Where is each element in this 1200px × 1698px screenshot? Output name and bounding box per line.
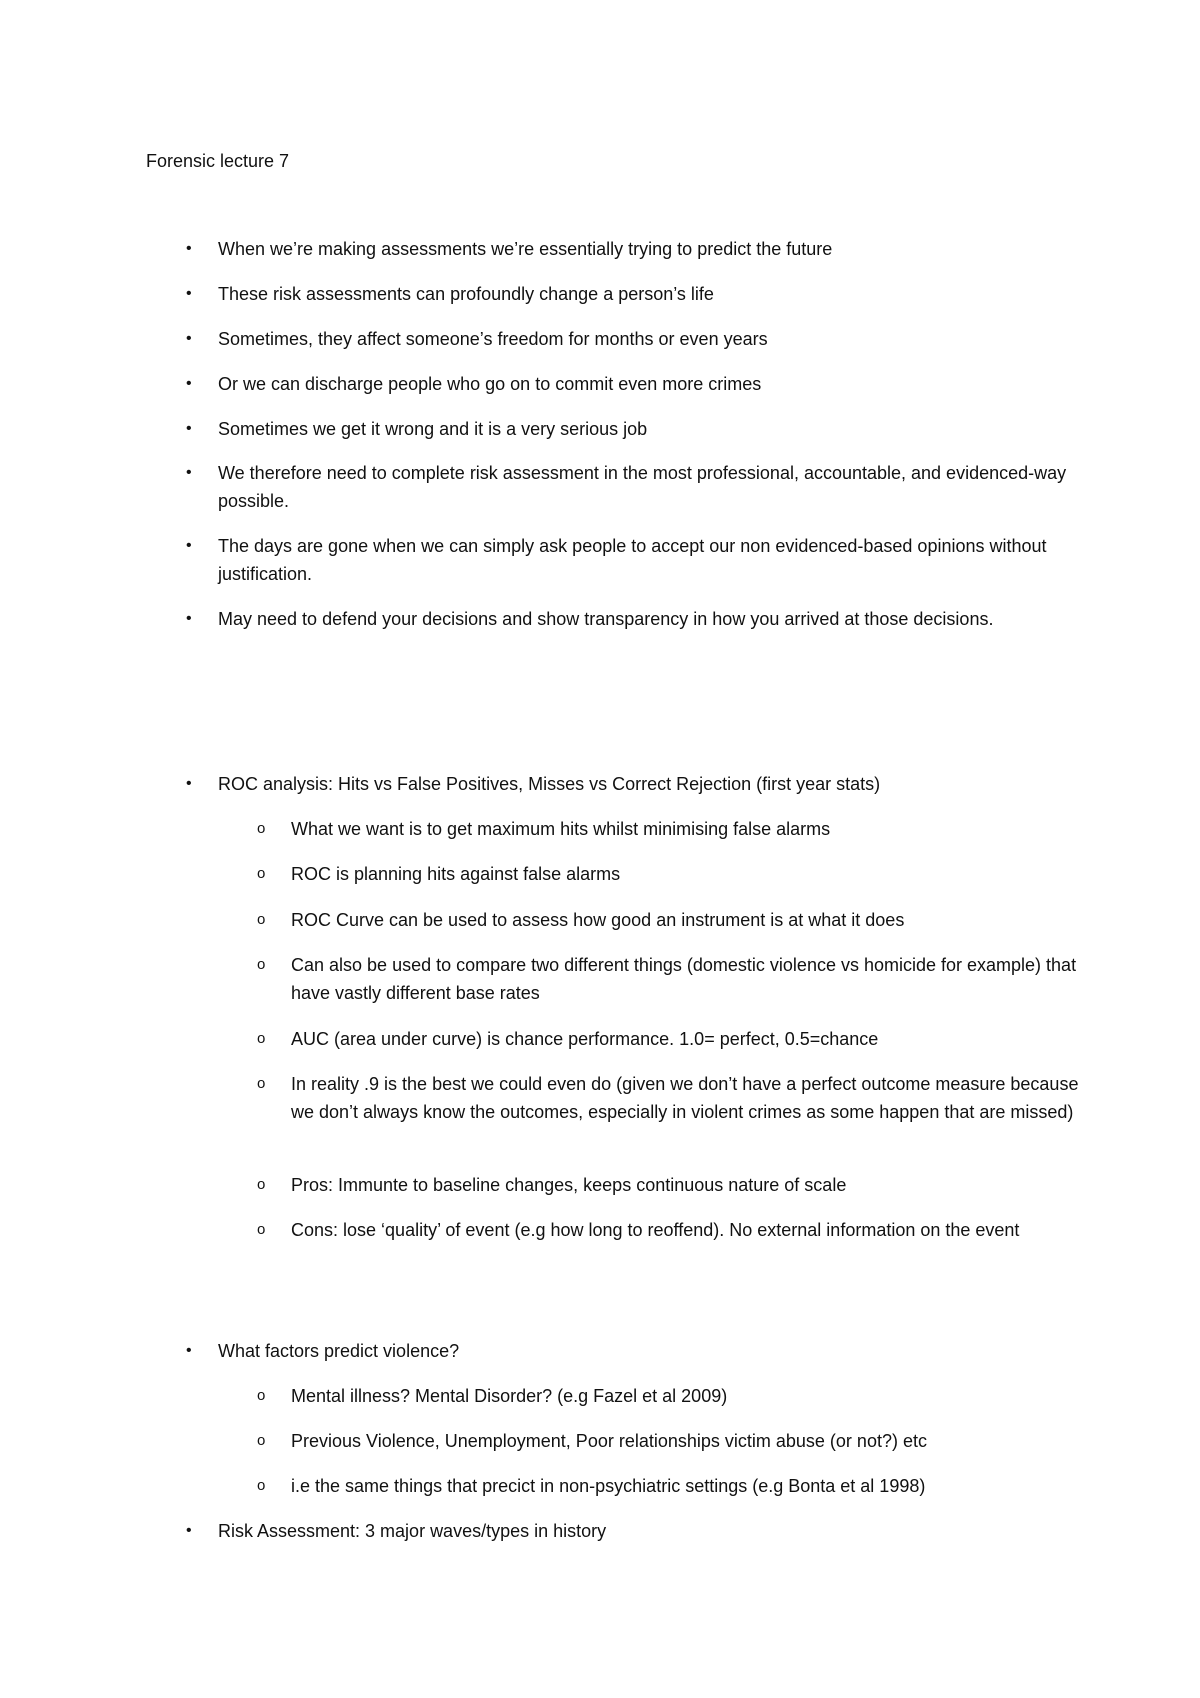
sub-bullet-text: Mental illness? Mental Disorder? (e.g Fazel et al 2009) — [291, 1386, 728, 1406]
sub-list-item — [257, 1070, 1081, 1126]
sub-list-item — [257, 1216, 1081, 1244]
sub-bullet-icon: o — [257, 820, 266, 837]
bullet-text: Or we can discharge people who go on to commit even more crimes — [218, 374, 762, 394]
bullet-text: May need to defend your decisions and show transparency in how you arrived at those decisions. — [218, 609, 994, 629]
bullet-icon: • — [186, 330, 192, 347]
sub-bullet-icon: o — [257, 1477, 266, 1494]
sub-list-item — [257, 1025, 1081, 1053]
list-item — [186, 1517, 1078, 1545]
sub-bullet-text: In reality .9 is the best we could even do (given we don’t have a perfect outcome measure because we don’t always know the outcomes, especially in violent crimes as some happen that are missed) — [291, 1074, 1079, 1122]
bullet-text: Sometimes, they affect someone’s freedom for months or even years — [218, 329, 768, 349]
sub-bullet-icon: o — [257, 1176, 266, 1193]
list-item — [186, 770, 1078, 798]
list-item — [186, 325, 1078, 353]
bullet-text: When we’re making assessments we’re essentially trying to predict the future — [218, 239, 833, 259]
sub-bullet-text: AUC (area under curve) is chance performance. 1.0= perfect, 0.5=chance — [291, 1029, 879, 1049]
list-item — [186, 1337, 1078, 1365]
bullet-icon: • — [186, 610, 192, 627]
bullet-text: These risk assessments can profoundly change a person’s life — [218, 284, 714, 304]
sub-bullet-text: Cons: lose ‘quality’ of event (e.g how long to reoffend). No external information on the event — [291, 1220, 1020, 1240]
bullet-icon: • — [186, 537, 192, 554]
bullet-icon: • — [186, 375, 192, 392]
sub-bullet-icon: o — [257, 1432, 266, 1449]
sub-list-item — [257, 1171, 1081, 1199]
sub-list-item — [257, 1382, 1081, 1410]
sub-bullet-text: Can also be used to compare two different things (domestic violence vs homicide for example) that have vastly different base rates — [291, 955, 1077, 1003]
bullet-icon: • — [186, 1522, 192, 1539]
bullet-icon: • — [186, 464, 192, 481]
bullet-icon: • — [186, 775, 192, 792]
sub-bullet-icon: o — [257, 865, 266, 882]
bullet-icon: • — [186, 1342, 192, 1359]
bullet-icon: • — [186, 420, 192, 437]
list-item — [186, 532, 1078, 588]
list-item — [186, 415, 1078, 443]
bullet-text: We therefore need to complete risk assessment in the most professional, accountable, and evidenced-way possible. — [218, 463, 1067, 511]
sub-bullet-icon: o — [257, 1221, 266, 1238]
sub-bullet-text: ROC Curve can be used to assess how good an instrument is at what it does — [291, 910, 905, 930]
sub-list-item — [257, 906, 1081, 934]
bullet-text: Sometimes we get it wrong and it is a very serious job — [218, 419, 648, 439]
list-item — [186, 370, 1078, 398]
bullet-text: Risk Assessment: 3 major waves/types in history — [218, 1521, 607, 1541]
sub-bullet-text: What we want is to get maximum hits whilst minimising false alarms — [291, 819, 831, 839]
list-item — [186, 605, 1078, 633]
sub-bullet-text: Previous Violence, Unemployment, Poor relationships victim abuse (or not?) etc — [291, 1431, 927, 1451]
list-item — [186, 280, 1078, 308]
bullet-icon: • — [186, 285, 192, 302]
document-title: Forensic lecture 7 — [146, 151, 290, 171]
bullet-text: The days are gone when we can simply ask people to accept our non evidenced-based opinions without justification. — [218, 536, 1047, 584]
sub-bullet-text: i.e the same things that precict in non-psychiatric settings (e.g Bonta et al 1998) — [291, 1476, 926, 1496]
sub-bullet-icon: o — [257, 1030, 266, 1047]
sub-bullet-icon: o — [257, 911, 266, 928]
sub-list-item — [257, 860, 1081, 888]
sub-list-item — [257, 1472, 1081, 1500]
list-item — [186, 459, 1078, 515]
sub-list-item — [257, 951, 1081, 1007]
sub-bullet-icon: o — [257, 1075, 266, 1092]
bullet-text: ROC analysis: Hits vs False Positives, Misses vs Correct Rejection (first year stats) — [218, 774, 881, 794]
sub-bullet-text: ROC is planning hits against false alarms — [291, 864, 621, 884]
sub-bullet-text: Pros: Immunte to baseline changes, keeps continuous nature of scale — [291, 1175, 847, 1195]
sub-bullet-icon: o — [257, 1387, 266, 1404]
sub-list-item — [257, 1427, 1081, 1455]
bullet-text: What factors predict violence? — [218, 1341, 460, 1361]
bullet-icon: • — [186, 240, 192, 257]
list-item — [186, 235, 1078, 263]
sub-bullet-icon: o — [257, 956, 266, 973]
sub-list-item — [257, 815, 1081, 843]
